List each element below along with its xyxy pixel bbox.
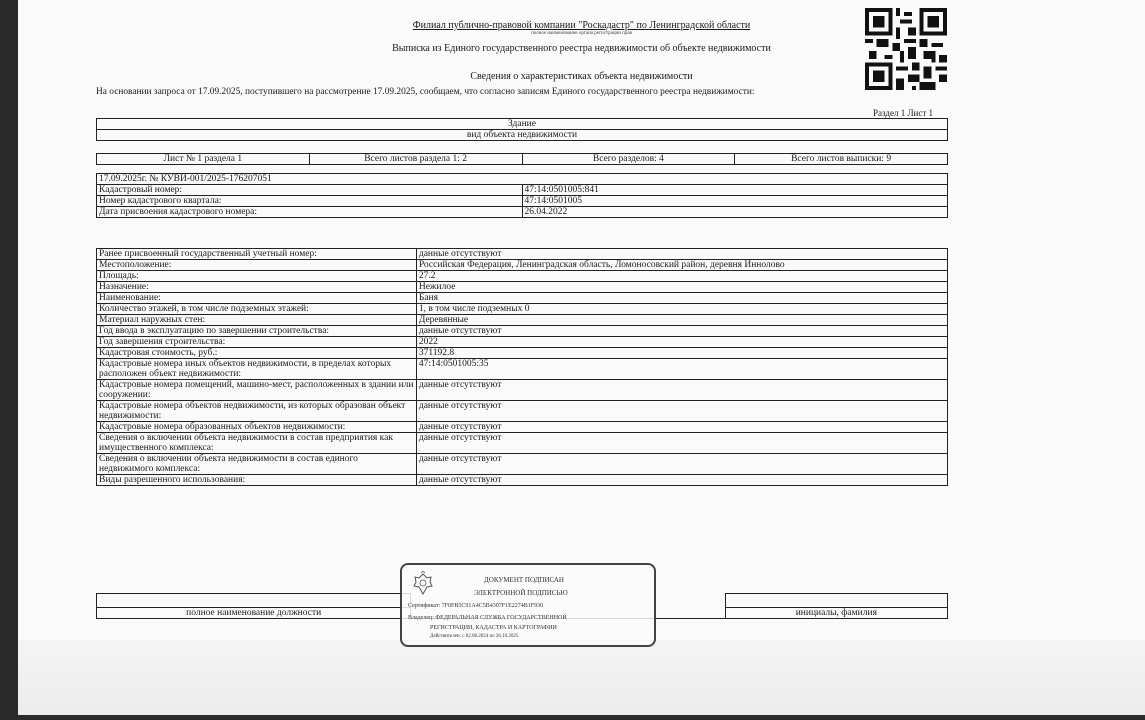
sheet-info-table [96, 153, 948, 165]
ident-label: Номер кадастрового квартала: [97, 196, 523, 207]
property-row [97, 304, 948, 315]
sheet-number: Лист № 1 раздела 1 [97, 154, 310, 165]
property-label: Кадастровые номера объектов недвижимости, из которых образован объект недвижимости: [97, 401, 417, 422]
object-type-table [96, 118, 948, 141]
ident-row [97, 185, 948, 196]
property-value: данные отсутствуют [416, 433, 947, 454]
organization-caption: полное наименование органа регистрации прав [531, 31, 632, 36]
property-row [97, 260, 948, 271]
property-row [97, 315, 948, 326]
section-title: Сведения о характеристиках объекта недвижимости [470, 71, 693, 82]
property-value: данные отсутствуют [416, 454, 947, 475]
property-value: данные отсутствуют [416, 401, 947, 422]
total-section-sheets: Всего листов раздела 1: 2 [309, 154, 522, 165]
identification-table [96, 173, 948, 218]
property-row [97, 337, 948, 348]
property-label: Кадастровые номера образованных объектов недвижимости: [97, 422, 417, 433]
properties-table [96, 248, 948, 486]
ident-value: 47:14:0501005 [522, 196, 948, 207]
property-value: данные отсутствуют [416, 326, 947, 337]
property-value: данные отсутствуют [416, 380, 947, 401]
stamp-certificate: Сертификат: 7F0FB5C91A4C5B4307F1E2274B1F930 [408, 603, 544, 609]
extract-number: 17.09.2025г. № КУВИ-001/2025-176207051 [97, 174, 948, 185]
property-label: Кадастровая стоимость, руб.: [97, 348, 417, 359]
property-value: данные отсутствуют [416, 422, 947, 433]
property-label: Сведения о включении объекта недвижимости в состав единого недвижимого комплекса: [97, 454, 417, 475]
property-value: Баня [416, 293, 947, 304]
property-value: данные отсутствуют [416, 249, 947, 260]
property-label: Год ввода в эксплуатацию по завершении строительства: [97, 326, 417, 337]
ident-label: Кадастровый номер: [97, 185, 523, 196]
document-page [18, 0, 1145, 715]
property-label: Материал наружных стен: [97, 315, 417, 326]
stamp-owner-1: Владелец: ФЕДЕРАЛЬНАЯ СЛУЖБА ГОСУДАРСТВЕННОЙ [408, 615, 567, 621]
property-row [97, 293, 948, 304]
total-extract-sheets: Всего листов выписки: 9 [735, 154, 948, 165]
property-label: Площадь: [97, 271, 417, 282]
property-value: данные отсутствуют [416, 475, 947, 486]
property-row [97, 433, 948, 454]
property-row [97, 401, 948, 422]
stamp-validity: Действителен: с 02.08.2024 по 26.10.2025 [430, 634, 519, 639]
position-caption: полное наименование должности [97, 608, 411, 619]
ident-label: Дата присвоения кадастрового номера: [97, 207, 523, 218]
property-value: 47:14:0501005:35 [416, 359, 947, 380]
stamp-line-1: ДОКУМЕНТ ПОДПИСАН [484, 576, 564, 584]
qr-code-icon [863, 8, 949, 90]
property-row [97, 380, 948, 401]
organization-name: Филиал публично-правовой компании "Роскадастр" по Ленинградской области [412, 20, 751, 31]
total-sections: Всего разделов: 4 [522, 154, 735, 165]
electronic-signature-stamp [400, 563, 656, 647]
property-label: Ранее присвоенный государственный учетный номер: [97, 249, 417, 260]
property-label: Виды разрешенного использования: [97, 475, 417, 486]
property-row [97, 348, 948, 359]
property-label: Кадастровые номера помещений, машино-мест, расположенных в здании или сооружении: [97, 380, 417, 401]
property-row [97, 326, 948, 337]
coat-of-arms-icon [410, 571, 436, 597]
property-value: 27.2 [416, 271, 947, 282]
scan-shadow [18, 640, 1145, 715]
stamp-line-2: ЭЛЕКТРОННОЙ ПОДПИСЬЮ [474, 589, 568, 597]
request-text: На основании запроса от 17.09.2025, поступившего на рассмотрение 17.09.2025, сообщаем, что согласно записям Единого государственного реестра недвижимости: [96, 87, 755, 97]
property-label: Год завершения строительства: [97, 337, 417, 348]
property-label: Сведения о включении объекта недвижимости в состав предприятия как имущественного комплекса: [97, 433, 417, 454]
property-row [97, 422, 948, 433]
object-type-caption: вид объекта недвижимости [97, 130, 948, 141]
property-row [97, 359, 948, 380]
name-caption: инициалы, фамилия [725, 608, 947, 619]
ident-row [97, 196, 948, 207]
ident-row [97, 207, 948, 218]
property-value: 1, в том числе подземных 0 [416, 304, 947, 315]
property-row [97, 249, 948, 260]
property-label: Наименование: [97, 293, 417, 304]
property-row [97, 282, 948, 293]
ident-value: 26.04.2022 [522, 207, 948, 218]
property-value: Деревянные [416, 315, 947, 326]
stamp-owner-2: РЕГИСТРАЦИИ, КАДАСТРА И КАРТОГРАФИИ [430, 625, 557, 631]
property-value: Нежилое [416, 282, 947, 293]
property-value: 371192.8 [416, 348, 947, 359]
property-row [97, 475, 948, 486]
property-label: Кадастровые номера иных объектов недвижимости, в пределах которых расположен объект недвижимости: [97, 359, 417, 380]
property-label: Назначение: [97, 282, 417, 293]
property-row [97, 454, 948, 475]
extract-title: Выписка из Единого государственного реестра недвижимости об объекте недвижимости [392, 43, 771, 54]
object-type: Здание [97, 119, 948, 130]
property-value: Российская Федерация, Ленинградская область, Ломоносовский район, деревня Иннолово [416, 260, 947, 271]
property-row [97, 271, 948, 282]
property-value: 2022 [416, 337, 947, 348]
property-label: Местоположение: [97, 260, 417, 271]
page-reference: Раздел 1 Лист 1 [873, 108, 934, 118]
ident-value: 47:14:0501005:841 [522, 185, 948, 196]
property-label: Количество этажей, в том числе подземных этажей: [97, 304, 417, 315]
